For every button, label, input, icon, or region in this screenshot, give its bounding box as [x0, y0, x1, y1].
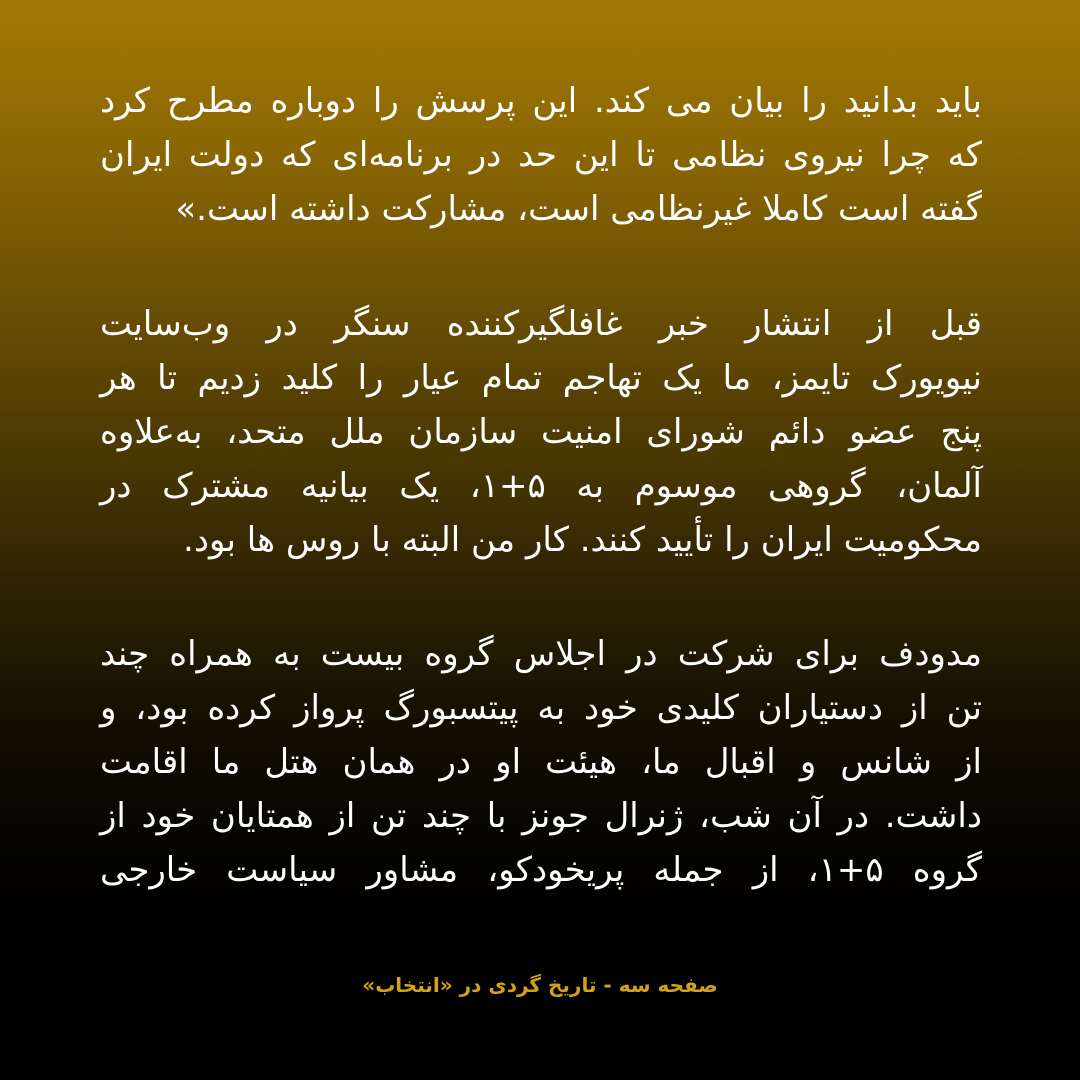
- paragraph-line: داشت. در آن شب، ژنرال جونز با چند تن از همتایان خود از: [100, 796, 982, 836]
- paragraph-line: که چرا نیروی نظامی تا این حد در برنامه‌ای که دولت ایران: [100, 135, 982, 175]
- page-footer: صفحه سه - تاریخ گردی در «انتخاب»: [362, 973, 718, 997]
- paragraph-line: تن از دستیاران کلیدی خود به پیتسبورگ پرواز کرده بود، و: [100, 688, 982, 728]
- paragraph-line: محکومیت ایران را تأیید کنند. کار من البته با روس ها بود.: [183, 520, 982, 560]
- paragraph-line: از شانس و اقبال ما، هیئت او در همان هتل ما اقامت: [100, 742, 982, 782]
- paragraph-line: مدودف برای شرکت در اجلاس گروه بیست به همراه چند: [100, 634, 982, 674]
- paragraph-line: قبل از انتشار خبر غافلگیرکننده سنگر در وب‌سایت: [100, 304, 982, 344]
- paragraph-line: باید بدانید را بیان می کند. این پرسش را دوباره مطرح کرد: [100, 81, 982, 121]
- paragraph-3: [100, 627, 982, 897]
- paragraph-2: [100, 297, 982, 567]
- paragraph-line: گروه ۵+۱، از جمله پریخودکو، مشاور سیاست خارجی: [100, 850, 982, 890]
- paragraph-line: نیویورک تایمز، ما یک تهاجم تمام عیار را کلید زدیم تا هر: [100, 358, 982, 398]
- paragraph-line: پنج عضو دائم شورای امنیت سازمان ملل متحد، به‌علاوه: [100, 412, 982, 452]
- paragraph-line: گفته است کاملا غیرنظامی است، مشارکت داشته است.»: [175, 189, 982, 229]
- paragraph-1: [100, 74, 982, 236]
- paragraph-line: آلمان، گروهی موسوم به ۵+۱، یک بیانیه مشترک در: [100, 466, 983, 506]
